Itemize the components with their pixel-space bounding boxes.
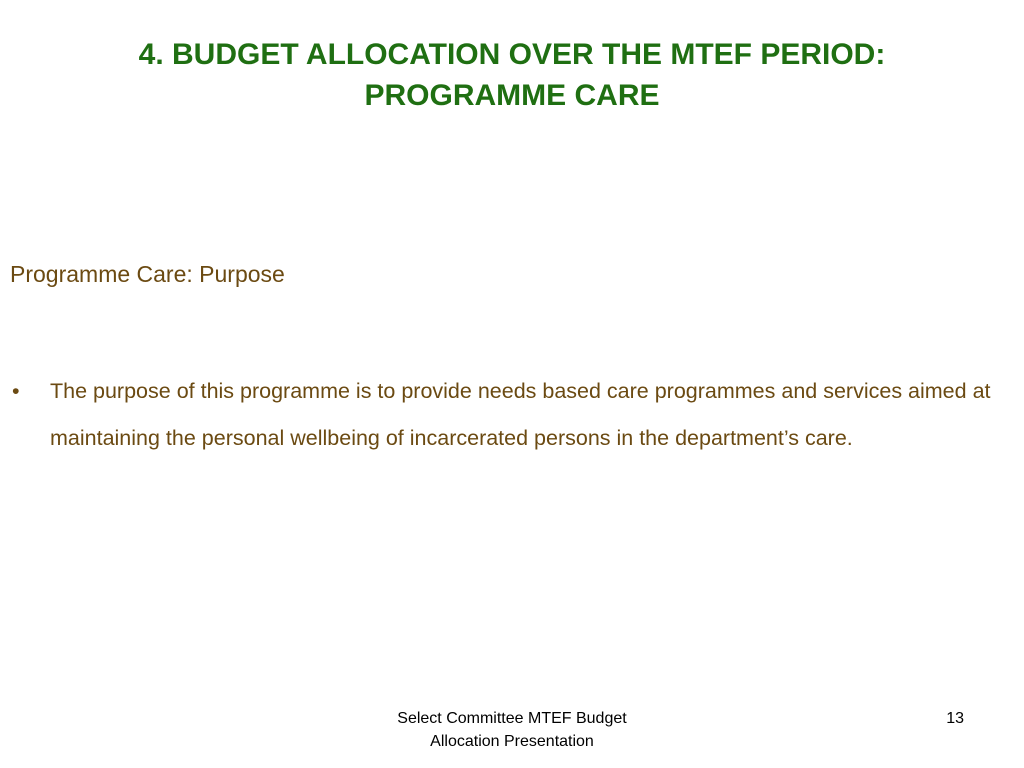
footer-presentation-title bbox=[312, 707, 712, 753]
bullet-marker: • bbox=[12, 379, 20, 403]
page-number: 13 bbox=[946, 710, 964, 727]
slide-title-line-2: PROGRAMME CARE bbox=[364, 79, 660, 112]
bullet-list bbox=[12, 368, 1012, 461]
bullet-item bbox=[12, 368, 1012, 461]
section-subheading: Programme Care: Purpose bbox=[10, 261, 285, 287]
slide-title-line-1: 4. BUDGET ALLOCATION OVER THE MTEF PERIOD: bbox=[138, 38, 886, 71]
footer-text-line-1: Select Committee MTEF Budget bbox=[397, 710, 627, 727]
footer-text-line-2: Allocation Presentation bbox=[430, 733, 594, 750]
slide-title bbox=[40, 34, 984, 116]
bullet-text: The purpose of this programme is to provide needs based care programmes and services aimed at maintaining the personal wellbeing of incarcerated persons in the department’s care. bbox=[50, 379, 991, 450]
